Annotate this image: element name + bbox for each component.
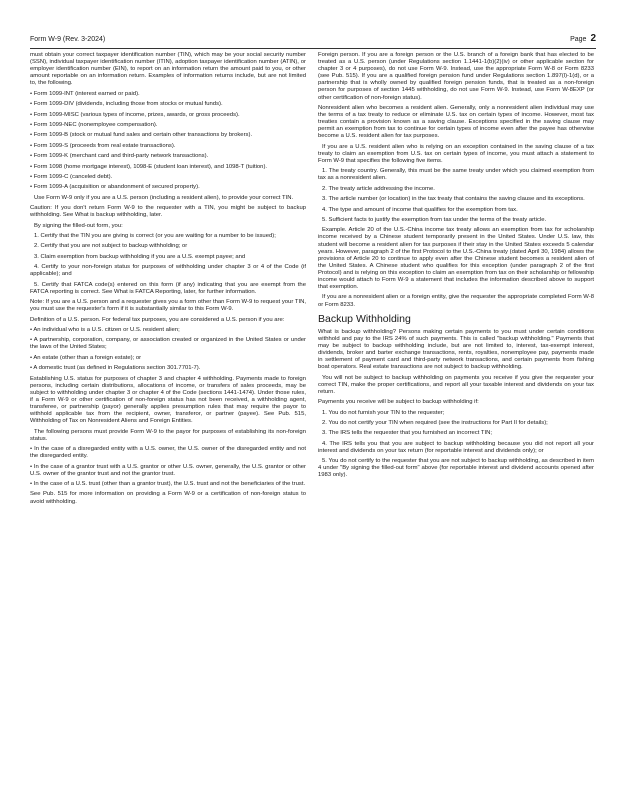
- page-number: 2: [590, 33, 596, 44]
- certify-item: 5. Certify that FATCA code(s) entered on this form (if any) indicating that you are exempt from the FATCA reporting is correct. See What is FATCA Reporting, later, for further information.: [30, 281, 306, 295]
- backup-item: 2. You do not certify your TIN when required (see the instructions for Part II for details);: [322, 419, 548, 426]
- backup-item: 3. The IRS tells the requester that you furnished an incorrect TIN;: [322, 430, 493, 437]
- us-person-item: • An estate (other than a foreign estate); or: [30, 354, 142, 361]
- us-person-item: • A partnership, corporation, company, or association created or organized in the United States or under the laws of the United States;: [30, 337, 306, 351]
- backup-item: 1. You do not furnish your TIN to the requester;: [322, 409, 445, 416]
- form-label: Form W-9 (Rev. 3-2024): [30, 36, 106, 43]
- entity-item: • In the case of a disregarded entity with a U.S. owner, the U.S. owner of the disregarded entity and not the disregarded entity.: [30, 446, 306, 460]
- bullet-item: • Form 1099-MISC (various types of income, prizes, awards, or gross proceeds).: [30, 111, 240, 118]
- backup-item: 4. The IRS tells you that you are subject to backup withholding because you did not report all your interest and dividends on your tax return (for reportable interest and dividends only); or: [318, 440, 594, 454]
- use-form-paragraph: Use Form W-9 only if you are a U.S. person (including a resident alien), to provide your correct TIN.: [34, 194, 294, 201]
- backup-item: 5. You do not certify to the requester that you are not subject to backup withholding, as described in item 4 under "By signing the filled-out form" above (for reportable interest and dividend accounts opened after 1983 only).: [318, 458, 594, 479]
- bullet-item: • Form 1099-DIV (dividends, including those from stocks or mutual funds).: [30, 101, 223, 108]
- bullet-item: • Form 1099-INT (interest earned or paid).: [30, 90, 140, 97]
- following-paragraph: The following persons must provide Form W-9 to the payor for purposes of establishing its non-foreign status.: [30, 428, 306, 442]
- treaty-item: 2. The treaty article addressing the income.: [322, 185, 435, 192]
- header-rule: [30, 48, 596, 49]
- example-paragraph: Example. Article 20 of the U.S.-China income tax treaty allows an exemption from tax for scholarship income received by a Chinese student temporarily present in the United States. Under U.S. law, this student will become a resident alien for tax purposes if their stay in the United States exceeds 5 calendar years. However, paragraph 2 of the first Protocol to the U.S.-China treaty (dated April 30, 1984) allows the provisions of Article 20 to continue to apply even after the Chinese student becomes a resident alien of the United States. A Chinese student who qualifies for this exception (under paragraph 2 of the first Protocol) and is relying on this exception to claim an exemption from tax on their scholarship or fellowship income would attach to Form W-9 a statement that includes the information described above to support that exemption.: [318, 227, 594, 291]
- establishing-paragraph: Establishing U.S. status for purposes of chapter 3 and chapter 4 withholding. Payments made to foreign persons, including certain distributions, allocations of income, or transfers of sales proceeds, may be subject to withholding under chapter 3 or chapter 4 of the Code (sections 1441-1474). Under those rules, if a Form W-9 or other certification of non-foreign status has not been received, a withholding agent, transferee, or partnership (payor) generally applies presumption rules that may require the payor to withhold applicable tax from the recipient, owner, transferor, or partner (payee). See Pub. 515, Withholding of Tax on Nonresident Aliens and Foreign Entities.: [30, 375, 306, 425]
- bullet-item: • Form 1099-S (proceeds from real estate transactions).: [30, 142, 176, 149]
- intro-paragraph: must obtain your correct taxpayer identification number (TIN), which may be your social security number (SSN), individual taxpayer identification number (ITIN), adoption taxpayer identification number (ATIN), or employer identification number (EIN), to report on an information return the amount paid to you, or other amount reportable on an information return. Examples of information returns include, but are not limited to, the following.: [30, 52, 306, 87]
- treaty-item: 1. The treaty country. Generally, this must be the same treaty under which you claimed exemption from tax as a nonresident alien.: [318, 168, 594, 182]
- page-indicator: [570, 33, 596, 46]
- bullet-item: • Form 1099-B (stock or mutual fund sales and certain other transactions by brokers).: [30, 132, 253, 139]
- bullet-item: • Form 1099-K (merchant card and third-party network transactions).: [30, 153, 209, 160]
- left-column: [30, 52, 306, 786]
- certify-item: 3. Claim exemption from backup withholding if you are a U.S. exempt payee; and: [34, 253, 246, 260]
- treaty-item: 3. The article number (or location) in the tax treaty that contains the saving clause and its exceptions.: [322, 196, 585, 203]
- if-nonresident-paragraph: If you are a nonresident alien or a foreign entity, give the requester the appropriate completed Form W-8 or Form 8233.: [318, 294, 594, 308]
- page-label: Page: [570, 36, 587, 43]
- you-will-not-paragraph: You will not be subject to backup withholding on payments you receive if you give the requester your correct TIN, make the proper certifications, and report all your taxable interest and dividends on your tax return.: [318, 374, 594, 395]
- us-person-item: • An individual who is a U.S. citizen or U.S. resident alien;: [30, 326, 180, 333]
- treaty-item: 4. The type and amount of income that qualifies for the exemption from tax.: [322, 206, 518, 213]
- bullet-item: • Form 1099-NEC (nonemployee compensation).: [30, 121, 158, 128]
- right-column: [318, 52, 594, 786]
- treaty-item: 5. Sufficient facts to justify the exemption from tax under the terms of the treaty article.: [322, 216, 547, 223]
- bullet-item: • Form 1098 (home mortgage interest), 1098-E (student loan interest), and 1098-T (tuition).: [30, 163, 268, 170]
- caution-paragraph: Caution: If you don't return Form W-9 to the requester with a TIN, you might be subject to backup withholding. See What is backup withholding, later.: [30, 205, 306, 219]
- nonresident-paragraph: Nonresident alien who becomes a resident alien. Generally, only a nonresident alien individual may use the terms of a tax treaty to reduce or eliminate U.S. tax on certain types of income. However, most tax treaties contain a provision known as a saving clause. Exceptions specified in the saving clause may permit an exemption from tax to continue for certain types of income even after the payee has otherwise become a U.S. resident alien for tax purposes.: [318, 104, 594, 140]
- entity-item: • In the case of a U.S. trust (other than a grantor trust), the U.S. trust and not the beneficiaries of the trust.: [30, 481, 306, 488]
- certify-item: 2. Certify that you are not subject to backup withholding; or: [34, 243, 188, 250]
- certify-item: 4. Certify to your non-foreign status for purposes of withholding under chapter 3 or 4 of the Code (if applicable); and: [30, 264, 306, 278]
- us-person-item: • A domestic trust (as defined in Regulations section 301.7701-7).: [30, 365, 201, 372]
- what-is-paragraph: What is backup withholding? Persons making certain payments to you must under certain conditions withhold and pay to the IRS 24% of such payments. This is called "backup withholding." Payments that may be subject to backup withholding include, but are not limited to, interest, tax-exempt interest, dividends, broker and barter exchange transactions, rents, royalties, nonemployee pay, payments made in settlement of payment card and third-party network transactions, and certain payments from fishing boat operators. Real estate transactions are not subject to backup withholding.: [318, 328, 594, 371]
- backup-withholding-heading: Backup Withholding: [318, 312, 411, 325]
- if-resident-paragraph: If you are a U.S. resident alien who is relying on an exception contained in the saving clause of a tax treaty to claim an exemption from U.S. tax on certain types of income, you must attach a statement to Form W-9 that specifies the following five items.: [318, 143, 594, 164]
- entity-item: • In the case of a grantor trust with a U.S. grantor or other U.S. owner, generally, the U.S. grantor or other U.S. owner of the grantor trust and not the grantor trust.: [30, 463, 306, 477]
- page-header: [30, 34, 596, 48]
- definition-paragraph: Definition of a U.S. person. For federal tax purposes, you are considered a U.S. person if you are:: [30, 316, 285, 323]
- foreign-person-paragraph: Foreign person. If you are a foreign person or the U.S. branch of a foreign bank that has elected to be treated as a U.S. person (under Regulations section 1.1441-1(b)(2)(iv) or other applicable section for chapter 3 or 4 purposes), do not use Form W-9. Instead, use the appropriate Form W-8 or Form 8233 (see Pub. 515). If you are a qualified foreign pension fund under Regulations section 1.897(l)-1(d), or a partnership that is wholly owned by qualified foreign pension funds, that is treated as a non-foreign person for purposes of section 1445 withholding, do not use Form W-9. Instead, use Form W-8EXP (or other certification of non-foreign status).: [318, 52, 594, 101]
- bullet-item: • Form 1099-A (acquisition or abandonment of secured property).: [30, 184, 200, 191]
- by-signing-paragraph: By signing the filled-out form, you:: [34, 222, 123, 229]
- see-pub-paragraph: See Pub. 515 for more information on providing a Form W-9 or a certification of non-foreign status to avoid withholding.: [30, 491, 306, 505]
- payments-subject-paragraph: Payments you receive will be subject to backup withholding if:: [318, 399, 479, 406]
- bullet-item: • Form 1099-C (canceled debt).: [30, 173, 113, 180]
- certify-item: 1. Certify that the TIN you are giving is correct (or you are waiting for a number to be issued);: [34, 232, 276, 239]
- note-paragraph: Note: If you are a U.S. person and a requester gives you a form other than Form W-9 to request your TIN, you must use the requester's form if it is substantially similar to this Form W-9.: [30, 299, 306, 313]
